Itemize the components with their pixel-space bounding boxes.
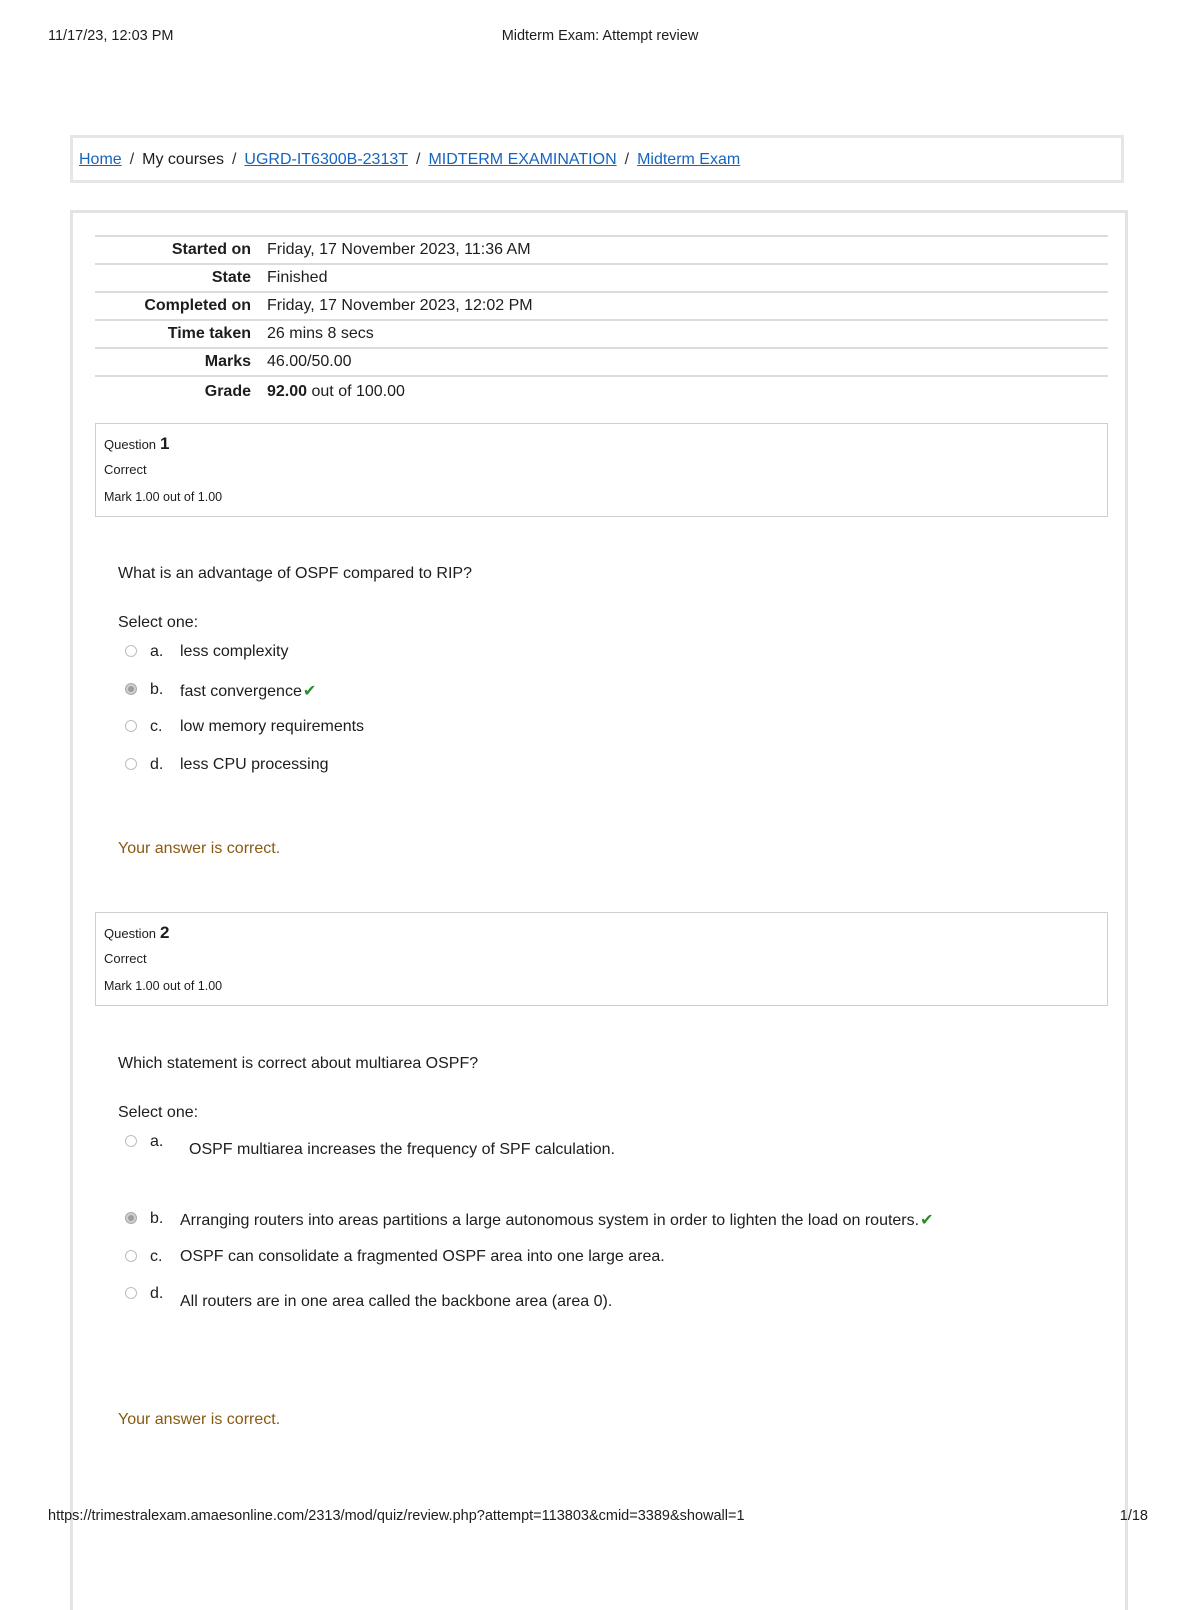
breadcrumb-my-courses: My courses bbox=[142, 151, 224, 168]
option-letter: d. bbox=[150, 756, 164, 773]
radio-button[interactable] bbox=[125, 720, 137, 732]
breadcrumb-home-link[interactable]: Home bbox=[79, 151, 122, 168]
question-1-feedback: Your answer is correct. bbox=[118, 840, 281, 857]
summary-label: Marks bbox=[204, 353, 251, 370]
question-2-info bbox=[95, 912, 1108, 1006]
grade-suffix: out of 100.00 bbox=[311, 383, 405, 400]
check-icon: ✔ bbox=[302, 683, 317, 700]
option-text: OSPF multiarea increases the frequency of SPF calculation. bbox=[189, 1141, 615, 1158]
summary-label: Completed on bbox=[144, 297, 251, 314]
summary-row bbox=[95, 320, 1108, 348]
summary-row bbox=[95, 292, 1108, 320]
breadcrumb-separator: / bbox=[129, 151, 135, 168]
breadcrumb-course-link[interactable]: UGRD-IT6300B-2313T bbox=[244, 151, 409, 168]
option-letter: a. bbox=[150, 1133, 164, 1150]
question-1-text: What is an advantage of OSPF compared to RIP? bbox=[118, 565, 472, 582]
option-text-wrap bbox=[180, 681, 316, 701]
summary-label: Time taken bbox=[167, 325, 251, 342]
summary-value: Finished bbox=[267, 269, 328, 286]
question-2-feedback: Your answer is correct. bbox=[118, 1411, 281, 1428]
question-1-info bbox=[95, 423, 1108, 517]
attempt-summary-table bbox=[95, 235, 1108, 407]
summary-value: Friday, 17 November 2023, 12:02 PM bbox=[267, 297, 533, 314]
select-one-prompt: Select one: bbox=[118, 614, 199, 631]
breadcrumb-separator: / bbox=[231, 151, 237, 168]
print-url: https://trimestralexam.amaesonline.com/2313/mod/quiz/review.php?attempt=113803&cmid=3389&showall=1 bbox=[48, 1508, 745, 1524]
summary-label: State bbox=[211, 269, 251, 286]
option-letter: c. bbox=[150, 1248, 163, 1265]
option-letter: d. bbox=[150, 1285, 164, 1302]
question-state: Correct bbox=[104, 951, 147, 966]
summary-row bbox=[95, 236, 1108, 264]
breadcrumb-quiz-link[interactable]: Midterm Exam bbox=[637, 151, 741, 168]
summary-label: Started on bbox=[171, 241, 251, 258]
radio-button[interactable] bbox=[125, 1135, 137, 1147]
attempt-review-region bbox=[70, 210, 1128, 1610]
breadcrumb-separator: / bbox=[624, 151, 630, 168]
option-letter: b. bbox=[150, 1210, 164, 1227]
radio-button[interactable] bbox=[125, 1250, 137, 1262]
summary-label: Grade bbox=[204, 383, 251, 400]
question-number-value: 1 bbox=[160, 434, 170, 453]
summary-value bbox=[267, 376, 1108, 407]
print-title: Midterm Exam: Attempt review bbox=[501, 28, 699, 44]
breadcrumb-section-link[interactable]: MIDTERM EXAMINATION bbox=[428, 151, 617, 168]
print-date: 11/17/23, 12:03 PM bbox=[48, 28, 174, 44]
question-state: Correct bbox=[104, 462, 147, 477]
radio-button-selected[interactable] bbox=[125, 1212, 137, 1224]
print-header bbox=[0, 28, 1200, 48]
option-letter: c. bbox=[150, 718, 163, 735]
question-number bbox=[104, 923, 170, 943]
summary-value: 26 mins 8 secs bbox=[267, 325, 374, 342]
print-footer bbox=[0, 1508, 1200, 1528]
option-text: less complexity bbox=[180, 643, 289, 660]
question-number bbox=[104, 434, 170, 454]
option-letter: b. bbox=[150, 681, 164, 698]
question-mark: Mark 1.00 out of 1.00 bbox=[104, 490, 223, 504]
radio-button[interactable] bbox=[125, 645, 137, 657]
summary-row bbox=[95, 376, 1108, 407]
option-text: low memory requirements bbox=[180, 718, 365, 735]
select-one-prompt: Select one: bbox=[118, 1104, 199, 1121]
question-label: Question bbox=[104, 926, 157, 941]
question-mark: Mark 1.00 out of 1.00 bbox=[104, 979, 223, 993]
question-number-value: 2 bbox=[160, 923, 170, 942]
breadcrumb-container bbox=[70, 135, 1124, 183]
summary-value: 46.00/50.00 bbox=[267, 353, 352, 370]
question-2-text: Which statement is correct about multiarea OSPF? bbox=[118, 1055, 479, 1072]
option-text: All routers are in one area called the backbone area (area 0). bbox=[180, 1293, 613, 1310]
radio-button-selected[interactable] bbox=[125, 683, 137, 695]
check-icon: ✔ bbox=[920, 1212, 934, 1229]
breadcrumb bbox=[79, 151, 740, 169]
breadcrumb-separator: / bbox=[416, 151, 421, 168]
option-text: fast convergence bbox=[180, 683, 302, 700]
summary-value: Friday, 17 November 2023, 11:36 AM bbox=[267, 241, 531, 258]
question-label: Question bbox=[104, 437, 157, 452]
print-page-number: 1/18 bbox=[1119, 1508, 1148, 1524]
option-text: OSPF can consolidate a fragmented OSPF area into one large area. bbox=[180, 1248, 665, 1265]
option-letter: a. bbox=[150, 643, 164, 660]
option-text-wrap bbox=[180, 1210, 933, 1230]
summary-row bbox=[95, 264, 1108, 292]
option-text: Arranging routers into areas partitions a large autonomous system in order to lighten the load on routers. bbox=[180, 1212, 920, 1229]
grade-value: 92.00 bbox=[267, 383, 308, 400]
radio-button[interactable] bbox=[125, 758, 137, 770]
option-text: less CPU processing bbox=[180, 756, 329, 773]
summary-row bbox=[95, 348, 1108, 376]
radio-button[interactable] bbox=[125, 1287, 137, 1299]
